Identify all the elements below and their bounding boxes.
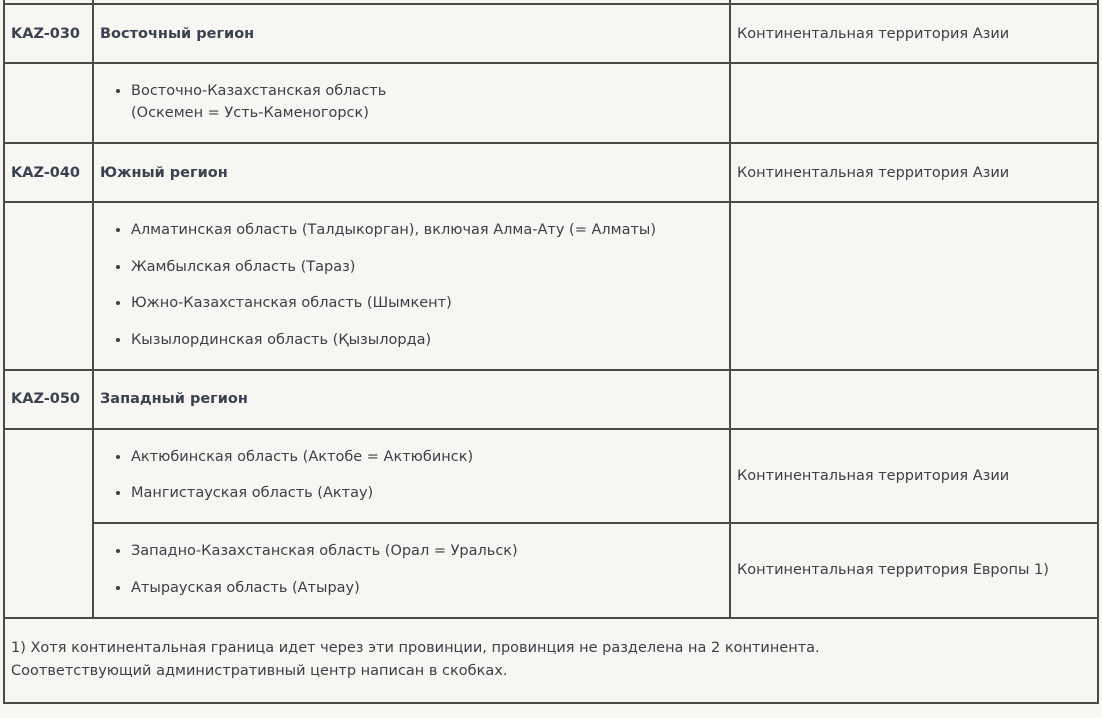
province-center: (Оскемен = Усть-Каменогорск) xyxy=(131,105,369,121)
table-cell xyxy=(730,370,1098,429)
region-row-south xyxy=(4,143,1098,202)
footnote-text: Соответствующий административный центр написан в скобках. xyxy=(11,662,508,679)
table-cell xyxy=(730,202,1098,370)
list-item: • Мангистауская область (Актау) xyxy=(131,482,723,504)
province-list xyxy=(100,446,723,505)
list-item: • Жамбылская область (Тараз) xyxy=(131,256,723,278)
province-row-east xyxy=(4,63,1098,143)
list-item: • Западно-Казахстанская область (Орал = Уральск) xyxy=(131,540,723,562)
province-list-cell xyxy=(93,429,730,524)
province-list-cell xyxy=(93,523,730,618)
regions-table xyxy=(3,0,1099,704)
region-code: KAZ-050 xyxy=(4,370,93,429)
territory-cell: Континентальная территория Европы 1) xyxy=(730,523,1098,618)
table-cell xyxy=(730,63,1098,143)
table-cell xyxy=(4,63,93,143)
region-row-east xyxy=(4,4,1098,63)
region-code: KAZ-030 xyxy=(4,4,93,63)
table-cell xyxy=(4,429,93,618)
province-name: Восточно-Казахстанская область xyxy=(131,83,387,99)
list-item: • Атырауская область (Атырау) xyxy=(131,577,723,599)
province-row-west-asia xyxy=(4,429,1098,524)
territory-cell: Континентальная территория Азии xyxy=(730,4,1098,63)
region-name: Восточный регион xyxy=(93,4,730,63)
province-row-south xyxy=(4,202,1098,370)
list-item xyxy=(131,80,723,124)
province-list-cell xyxy=(93,202,730,370)
region-name: Южный регион xyxy=(93,143,730,202)
list-item: • Южно-Казахстанская область (Шымкент) xyxy=(131,292,723,314)
region-code: KAZ-040 xyxy=(4,143,93,202)
province-list xyxy=(100,80,723,124)
region-name: Западный регион xyxy=(93,370,730,429)
territory-cell: Континентальная территория Азии xyxy=(730,143,1098,202)
province-row-west-europe xyxy=(4,523,1098,618)
list-item: • Алматинская область (Талдыкорган), включая Алма-Ату (= Алматы) xyxy=(131,219,723,241)
territory-cell: Континентальная территория Азии xyxy=(730,429,1098,524)
province-list-cell xyxy=(93,63,730,143)
region-row-west xyxy=(4,370,1098,429)
footnote-text: 1) Хотя континентальная граница идет через эти провинции, провинция не разделена на 2 континента. xyxy=(11,639,820,656)
footnote-cell xyxy=(4,618,1098,703)
footnote-row xyxy=(4,618,1098,703)
list-item: • Актюбинская область (Актобе = Актюбинск) xyxy=(131,446,723,468)
table-cell xyxy=(4,202,93,370)
list-item: • Кызылординская область (Қызылорда) xyxy=(131,329,723,351)
province-list xyxy=(100,540,723,599)
province-list xyxy=(100,219,723,351)
